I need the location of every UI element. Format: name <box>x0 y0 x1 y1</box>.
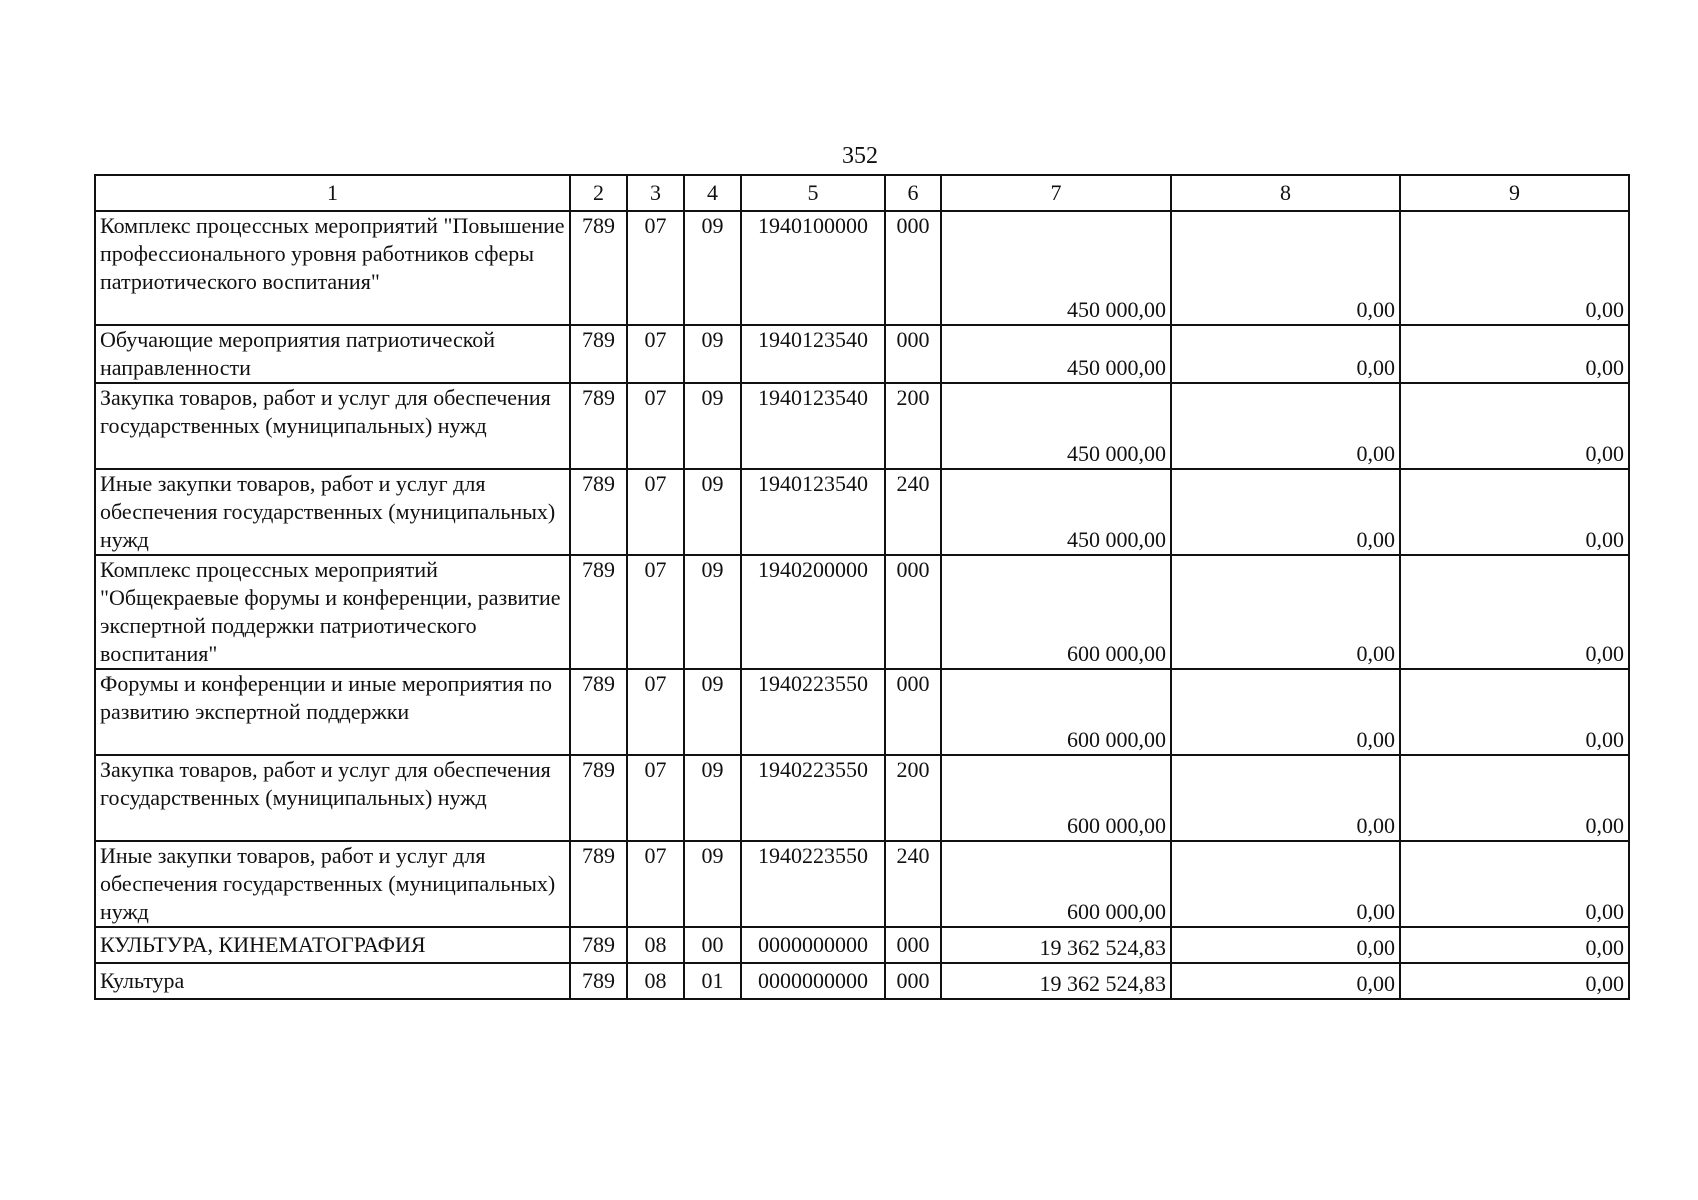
header-cell: 3 <box>627 175 684 211</box>
code-cell: 07 <box>627 469 684 555</box>
item-name-cell: КУЛЬТУРА, КИНЕМАТОГРАФИЯ <box>95 927 570 963</box>
code-cell: 789 <box>570 383 627 469</box>
code-cell: 09 <box>684 211 741 325</box>
code-cell: 240 <box>885 469 941 555</box>
code-cell: 000 <box>885 325 941 383</box>
item-name-cell: Комплекс процессных мероприятий "Общекраевые форумы и конференции, развитие экспертной поддержки патриотического воспитания" <box>95 555 570 669</box>
amount-cell: 0,00 <box>1400 555 1629 669</box>
amount-cell: 0,00 <box>1171 927 1400 963</box>
code-cell: 09 <box>684 841 741 927</box>
amount-cell: 0,00 <box>1400 211 1629 325</box>
code-cell: 200 <box>885 755 941 841</box>
code-cell: 09 <box>684 469 741 555</box>
table-row <box>95 383 1629 469</box>
table-row <box>95 927 1629 963</box>
code-cell: 000 <box>885 211 941 325</box>
code-cell: 07 <box>627 755 684 841</box>
table-row <box>95 555 1629 669</box>
code-cell: 789 <box>570 963 627 999</box>
amount-cell: 600 000,00 <box>941 841 1171 927</box>
code-cell: 01 <box>684 963 741 999</box>
code-cell: 200 <box>885 383 941 469</box>
amount-cell: 0,00 <box>1171 325 1400 383</box>
code-cell: 789 <box>570 325 627 383</box>
amount-cell: 0,00 <box>1400 325 1629 383</box>
amount-cell: 19 362 524,83 <box>941 963 1171 999</box>
item-name-cell: Форумы и конференции и иные мероприятия по развитию экспертной поддержки <box>95 669 570 755</box>
code-cell: 0000000000 <box>741 963 885 999</box>
code-cell: 000 <box>885 927 941 963</box>
header-cell: 4 <box>684 175 741 211</box>
table-row <box>95 211 1629 325</box>
item-name-cell: Культура <box>95 963 570 999</box>
header-cell: 2 <box>570 175 627 211</box>
amount-cell: 450 000,00 <box>941 325 1171 383</box>
table-header <box>95 175 1629 211</box>
code-cell: 07 <box>627 669 684 755</box>
amount-cell: 0,00 <box>1400 963 1629 999</box>
header-cell: 6 <box>885 175 941 211</box>
amount-cell: 0,00 <box>1171 383 1400 469</box>
code-cell: 789 <box>570 755 627 841</box>
table-row <box>95 755 1629 841</box>
code-cell: 789 <box>570 469 627 555</box>
code-cell: 789 <box>570 211 627 325</box>
code-cell: 08 <box>627 963 684 999</box>
amount-cell: 0,00 <box>1171 841 1400 927</box>
code-cell: 00 <box>684 927 741 963</box>
table-row <box>95 963 1629 999</box>
amount-cell: 450 000,00 <box>941 383 1171 469</box>
code-cell: 000 <box>885 669 941 755</box>
code-cell: 07 <box>627 325 684 383</box>
code-cell: 1940223550 <box>741 669 885 755</box>
amount-cell: 600 000,00 <box>941 669 1171 755</box>
code-cell: 1940223550 <box>741 755 885 841</box>
amount-cell: 0,00 <box>1171 211 1400 325</box>
item-name-cell: Закупка товаров, работ и услуг для обеспечения государственных (муниципальных) нужд <box>95 383 570 469</box>
code-cell: 1940223550 <box>741 841 885 927</box>
code-cell: 1940123540 <box>741 383 885 469</box>
amount-cell: 450 000,00 <box>941 211 1171 325</box>
amount-cell: 600 000,00 <box>941 755 1171 841</box>
item-name-cell: Закупка товаров, работ и услуг для обеспечения государственных (муниципальных) нужд <box>95 755 570 841</box>
code-cell: 08 <box>627 927 684 963</box>
code-cell: 240 <box>885 841 941 927</box>
table-row <box>95 469 1629 555</box>
page-number: 352 <box>842 143 878 169</box>
budget-table <box>94 174 1630 1000</box>
header-cell: 9 <box>1400 175 1629 211</box>
amount-cell: 0,00 <box>1171 755 1400 841</box>
item-name-cell: Иные закупки товаров, работ и услуг для обеспечения государственных (муниципальных) нужд <box>95 469 570 555</box>
amount-cell: 450 000,00 <box>941 469 1171 555</box>
amount-cell: 0,00 <box>1400 927 1629 963</box>
code-cell: 07 <box>627 211 684 325</box>
code-cell: 07 <box>627 555 684 669</box>
table-row <box>95 669 1629 755</box>
code-cell: 789 <box>570 927 627 963</box>
code-cell: 000 <box>885 555 941 669</box>
code-cell: 09 <box>684 555 741 669</box>
header-cell: 7 <box>941 175 1171 211</box>
code-cell: 1940123540 <box>741 469 885 555</box>
amount-cell: 0,00 <box>1400 469 1629 555</box>
code-cell: 789 <box>570 555 627 669</box>
code-cell: 07 <box>627 383 684 469</box>
code-cell: 1940123540 <box>741 325 885 383</box>
amount-cell: 0,00 <box>1400 755 1629 841</box>
amount-cell: 600 000,00 <box>941 555 1171 669</box>
code-cell: 1940100000 <box>741 211 885 325</box>
header-row <box>95 175 1629 211</box>
table-body <box>95 211 1629 999</box>
item-name-cell: Комплекс процессных мероприятий "Повышение профессионального уровня работников сферы патриотического воспитания" <box>95 211 570 325</box>
code-cell: 000 <box>885 963 941 999</box>
header-cell: 5 <box>741 175 885 211</box>
code-cell: 09 <box>684 383 741 469</box>
code-cell: 07 <box>627 841 684 927</box>
code-cell: 09 <box>684 669 741 755</box>
header-cell: 8 <box>1171 175 1400 211</box>
table-row <box>95 841 1629 927</box>
amount-cell: 0,00 <box>1400 669 1629 755</box>
code-cell: 789 <box>570 841 627 927</box>
amount-cell: 0,00 <box>1400 841 1629 927</box>
code-cell: 789 <box>570 669 627 755</box>
item-name-cell: Обучающие мероприятия патриотической направленности <box>95 325 570 383</box>
amount-cell: 0,00 <box>1171 963 1400 999</box>
amount-cell: 0,00 <box>1171 555 1400 669</box>
amount-cell: 19 362 524,83 <box>941 927 1171 963</box>
code-cell: 09 <box>684 755 741 841</box>
code-cell: 0000000000 <box>741 927 885 963</box>
amount-cell: 0,00 <box>1400 383 1629 469</box>
amount-cell: 0,00 <box>1171 669 1400 755</box>
table-row <box>95 325 1629 383</box>
header-cell: 1 <box>95 175 570 211</box>
code-cell: 1940200000 <box>741 555 885 669</box>
amount-cell: 0,00 <box>1171 469 1400 555</box>
code-cell: 09 <box>684 325 741 383</box>
item-name-cell: Иные закупки товаров, работ и услуг для обеспечения государственных (муниципальных) нужд <box>95 841 570 927</box>
